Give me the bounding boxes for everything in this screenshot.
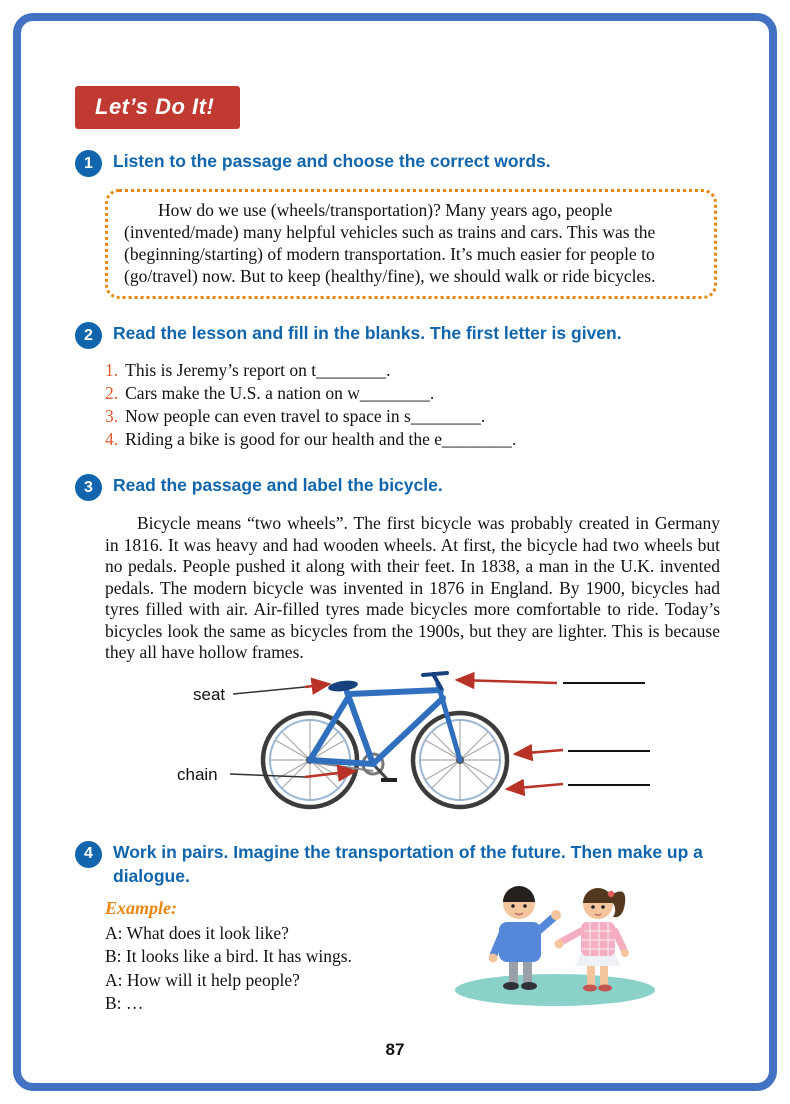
dialogue-line-2: B: It looks like a bird. It has wings. bbox=[105, 946, 352, 966]
exercise-2-header bbox=[75, 321, 723, 349]
ground-ellipse bbox=[455, 974, 655, 1006]
fill-in-item-2 bbox=[105, 382, 723, 405]
lets-do-it-banner: Let’s Do It! bbox=[75, 86, 240, 129]
exercise-2-title: Read the lesson and fill in the blanks. The first letter is given. bbox=[113, 323, 622, 343]
fill-in-item-1 bbox=[105, 359, 723, 382]
exercise-1-header bbox=[75, 149, 723, 177]
page-number: 87 bbox=[385, 1040, 405, 1059]
item-3-number: 3. bbox=[105, 406, 119, 426]
item-2-text: Cars make the U.S. a nation on w________. bbox=[125, 383, 435, 403]
exercise-4-title: Work in pairs. Imagine the transportation of the future. Then make up a dialogue. bbox=[113, 841, 703, 886]
chain-label: chain bbox=[177, 764, 218, 784]
example-dialogue bbox=[105, 922, 465, 1016]
exercise-3-header bbox=[75, 473, 723, 501]
students-illustration bbox=[447, 870, 667, 1010]
exercise-2-number-badge: 2 bbox=[75, 322, 102, 349]
bicycle-labeling-figure bbox=[75, 670, 723, 834]
bicycle-figure bbox=[105, 670, 723, 832]
listening-passage-text: How do we use (wheels/transportation)? Many years ago, people (invented/made) many helpful vehicles such as trains and cars. This was the (beginning/starting) of modern transportation. It’s much easier for people to (go/travel) now. But to keep (healthy/fine), we should walk or ride bicycles. bbox=[124, 200, 656, 286]
exercise-1-number-badge: 1 bbox=[75, 150, 102, 177]
example-label: Example: bbox=[105, 897, 177, 918]
item-3-text: Now people can even travel to space in s________. bbox=[125, 406, 486, 426]
exercise-1-title: Listen to the passage and choose the correct words. bbox=[113, 151, 551, 171]
exercise-4 bbox=[75, 840, 723, 1016]
item-4-text: Riding a bike is good for our health and the e________. bbox=[125, 429, 517, 449]
exercise-4-number-badge: 4 bbox=[75, 841, 102, 868]
fill-in-blanks-list bbox=[105, 359, 723, 451]
dialogue-line-4: B: … bbox=[105, 993, 144, 1013]
item-4-number: 4. bbox=[105, 429, 119, 449]
exercise-1 bbox=[75, 149, 723, 299]
fill-in-item-4 bbox=[105, 428, 723, 451]
exercise-3-number-badge: 3 bbox=[75, 474, 102, 501]
students-illustration-wrap bbox=[447, 870, 667, 1010]
item-1-number: 1. bbox=[105, 360, 119, 380]
seat-label: seat bbox=[193, 684, 226, 704]
dialogue-line-3: A: How will it help people? bbox=[105, 969, 300, 990]
item-2-number: 2. bbox=[105, 383, 119, 403]
handlebar bbox=[423, 673, 447, 688]
item-1-text: This is Jeremy’s report on t________. bbox=[125, 360, 391, 380]
fill-in-item-3 bbox=[105, 405, 723, 428]
page-content bbox=[75, 86, 723, 1016]
answer-blank-lines bbox=[563, 683, 650, 785]
exercise-3 bbox=[75, 473, 723, 834]
label-leader-lines bbox=[230, 687, 305, 777]
listening-passage-box bbox=[105, 189, 717, 299]
bicycle-frame bbox=[310, 684, 460, 764]
exercise-3-title: Read the passage and label the bicycle. bbox=[113, 475, 443, 495]
bicycle-passage-text: Bicycle means “two wheels”. The first bicycle was probably created in Germany in 1816. It was heavy and had wooden wheels. At first, the bicycle had two wheels but no pedals. People pushed it along with their feet. In 1838, a man in the U.K. invented pedals. The modern bicycle was invented in 1876 in England. By 1900, bicycles had tyres filled with air. Air-filled tyres made bicycles more comfortable to ride. Today’s bicycles look the same as bicycles from the 1900s, but they are lighter. This is because they all have hollow frames. bbox=[105, 513, 720, 662]
exercise-2 bbox=[75, 321, 723, 451]
dialogue-line-1: A: What does it look like? bbox=[105, 922, 289, 943]
